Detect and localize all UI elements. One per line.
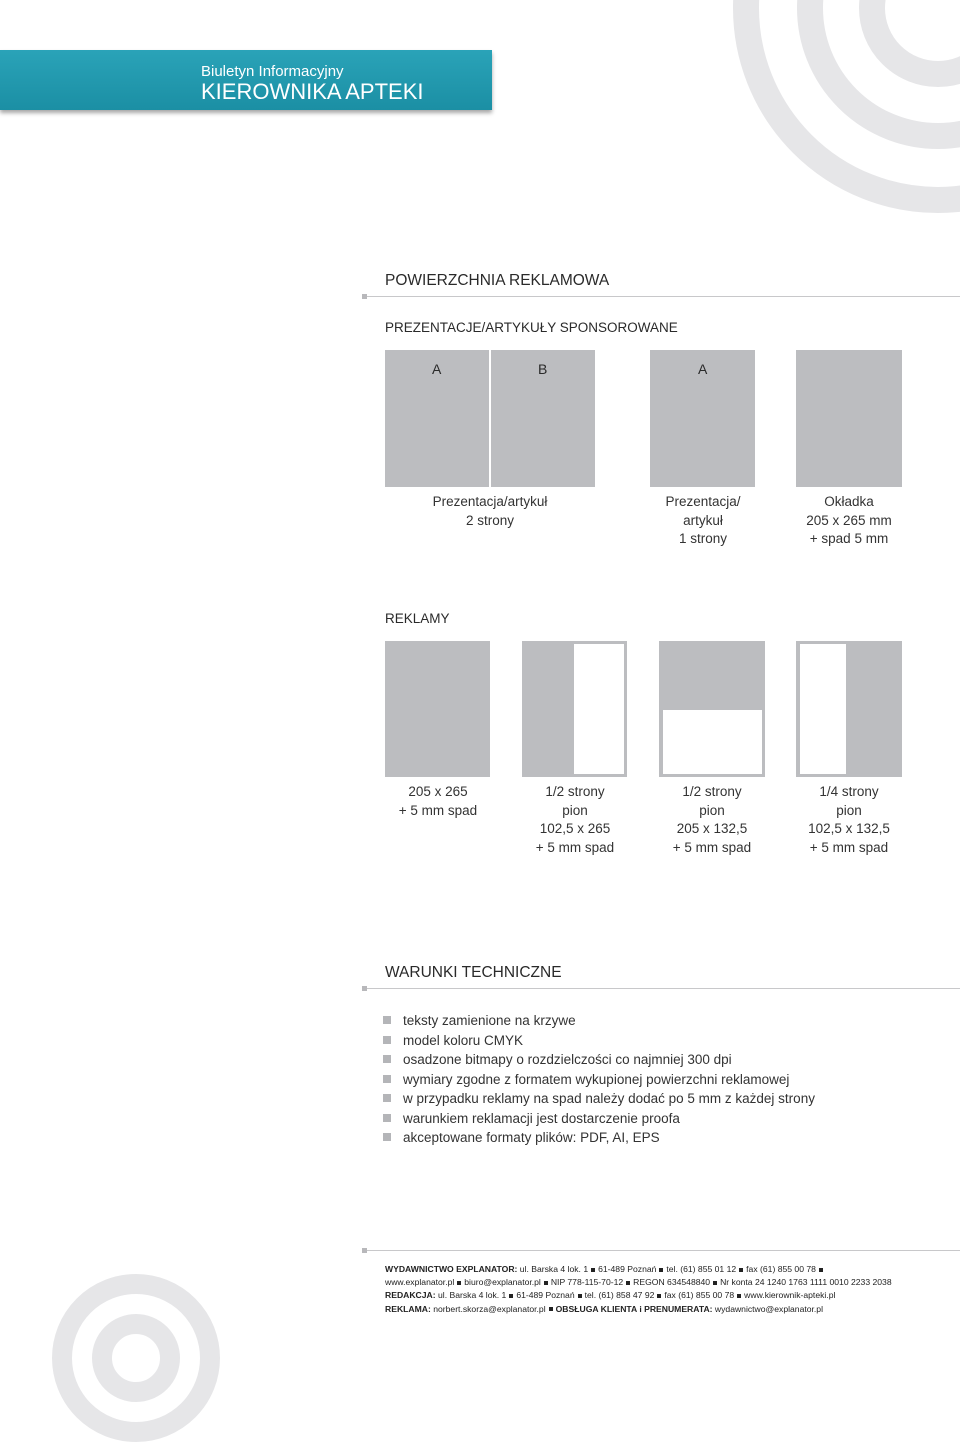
caption-half-vertical: 1/2 strony pion 102,5 x 265 + 5 mm spad (535, 784, 615, 855)
ad-half-vertical-empty (574, 644, 624, 774)
caption-half-horizontal: 1/2 strony pion 205 x 132,5 + 5 mm spad (672, 784, 752, 855)
bullet-square-icon (383, 1094, 391, 1102)
ad-full-page (385, 641, 490, 777)
divider-marker (362, 1248, 367, 1253)
page-letter-a: A (432, 361, 442, 377)
list-item: w przypadku reklamy na spad należy dodać po 5 mm z każdej strony (383, 1089, 815, 1109)
bullet-square-icon (383, 1114, 391, 1122)
page-letter-b: B (538, 361, 548, 377)
ad-half-horizontal-empty (663, 710, 762, 774)
list-item: teksty zamienione na krzywe (383, 1011, 815, 1031)
footer-line-editorial: REDAKCJA: ul. Barska 4 lok. 1 61-489 Poznań tel. (61) 858 47 92 fax (61) 855 00 78 www.kierownik-apteki.pl (385, 1290, 836, 1301)
divider-marker (362, 986, 367, 991)
publisher-email-link[interactable]: biuro@explanator.pl (464, 1277, 541, 1288)
subsection-title-ads: REKLAMY (385, 611, 450, 626)
list-item: warunkiem reklamacji jest dostarczenie proofa (383, 1109, 815, 1129)
footer-divider (362, 1250, 960, 1251)
bullet-square-icon (383, 1055, 391, 1063)
footer-line-publisher: WYDAWNICTWO EXPLANATOR: ul. Barska 4 lok. 1 61-489 Poznań tel. (61) 855 01 12 fax (61) 855 00 78 (385, 1263, 892, 1276)
section-divider (362, 296, 960, 297)
footer-line-registry: www.explanator.pl biuro@explanator.pl NIP 778-115-70-12 REGON 634548840 Nr konta 24 1240 1763 1111 0010 2233 2038 (385, 1277, 892, 1288)
caption-quarter: 1/4 strony pion 102,5 x 132,5 + 5 mm spad (808, 784, 890, 855)
footer-imprint (385, 1263, 892, 1316)
caption-two-page: Prezentacja/artykuł 2 strony (432, 494, 548, 528)
header-title: KIEROWNIKA APTEKI (201, 79, 424, 104)
ads-email-link[interactable]: norbert.skorza@explanator.pl (433, 1303, 546, 1314)
subsection-title-sponsored: PREZENTACJE/ARTYKUŁY SPONSOROWANE (385, 320, 678, 335)
service-email-link[interactable]: wydawnictwo@explanator.pl (714, 1303, 823, 1314)
list-item: model koloru CMYK (383, 1031, 815, 1051)
ad-quarter-empty-left (800, 644, 846, 774)
footer-line-ads: REKLAMA: norbert.skorza@explanator.pl OBSŁUGA KLIENTA i PRENUMERATA: wydawnictwo@explanator.pl (385, 1303, 823, 1314)
page-letter-a-single: A (698, 361, 708, 377)
caption-cover: Okładka 205 x 265 mm + spad 5 mm (806, 494, 892, 546)
caption-full-page: 205 x 265 + 5 mm spad (398, 784, 478, 818)
caption-one-page: Prezentacja/ artykuł 1 strony (665, 494, 741, 546)
bullet-square-icon (383, 1016, 391, 1024)
bullet-square-icon (383, 1133, 391, 1141)
bullet-square-icon (383, 1075, 391, 1083)
publisher-website-link[interactable]: www.explanator.pl (385, 1277, 455, 1288)
list-item: osadzone bitmapy o rozdzielczości co najmniej 300 dpi (383, 1050, 815, 1070)
technical-requirements-list (383, 1011, 815, 1148)
bullet-square-icon (383, 1036, 391, 1044)
section-divider (362, 988, 960, 989)
section-title-technical: WARUNKI TECHNICZNE (385, 964, 562, 981)
section-title-advertising-space: POWIERZCHNIA REKLAMOWA (385, 272, 610, 289)
list-item: wymiary zgodne z formatem wykupionej powierzchni reklamowej (383, 1070, 815, 1090)
divider-marker (362, 294, 367, 299)
list-item: akceptowane formaty plików: PDF, AI, EPS (383, 1128, 815, 1148)
cover-page (796, 350, 902, 487)
editorial-website-link[interactable]: www.kierownik-apteki.pl (744, 1290, 836, 1301)
header-subtitle: Biuletyn Informacyjny (201, 63, 344, 80)
